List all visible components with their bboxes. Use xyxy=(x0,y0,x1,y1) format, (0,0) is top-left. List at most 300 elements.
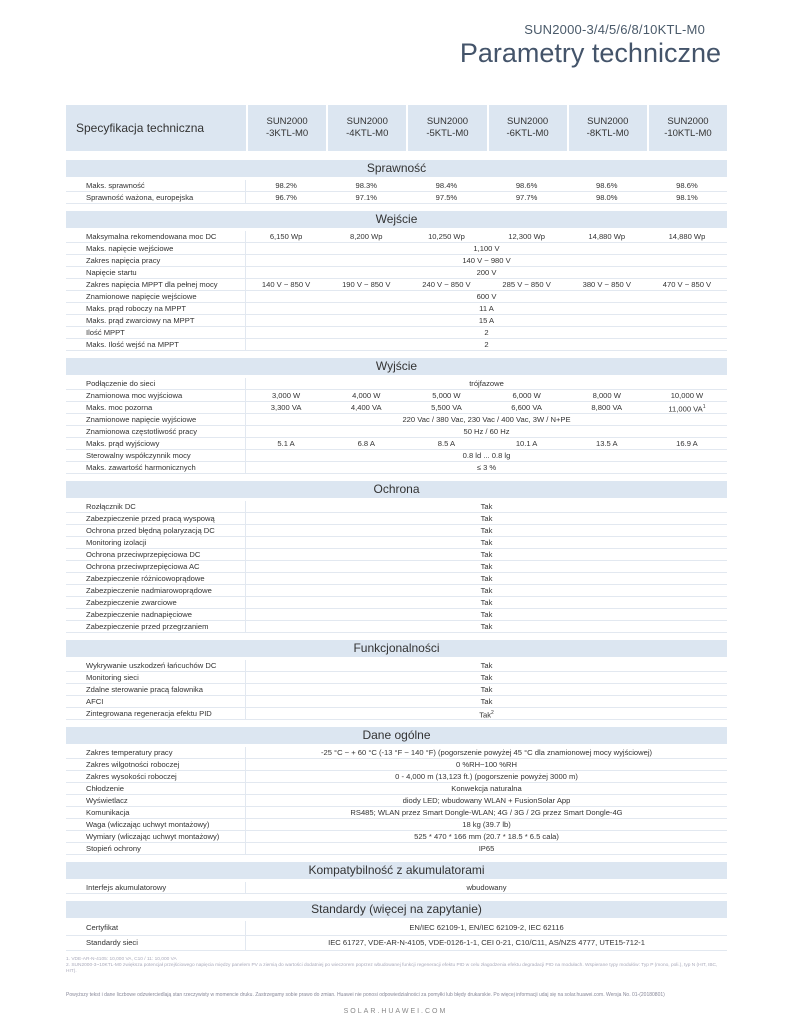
spec-value-text: Tak xyxy=(480,673,493,682)
spec-value xyxy=(326,390,406,401)
spec-row xyxy=(66,426,727,438)
spec-value-text: -25 °C ~ + 60 °C (-13 °F ~ 140 °F) (pogorszenie powyżej 45 °C dla znamionowej mocy wyjściowej) xyxy=(320,748,653,757)
section-gap xyxy=(66,855,727,862)
spec-value xyxy=(406,192,486,203)
spec-value-text: Tak xyxy=(480,622,493,631)
spec-row xyxy=(66,231,727,243)
spec-value-text: 14,880 Wp xyxy=(588,232,626,241)
spec-value-shared xyxy=(246,621,727,632)
spec-value xyxy=(406,231,486,242)
spec-value-text: 220 Vac / 380 Vac, 230 Vac / 400 Vac, 3W / N+PE xyxy=(402,415,571,424)
model-name-line: SUN2000 xyxy=(346,116,388,127)
spec-value-shared xyxy=(246,573,727,584)
spec-value-text: 16.9 A xyxy=(676,439,698,448)
spec-value xyxy=(567,438,647,449)
spec-value-text: 3,000 W xyxy=(271,391,301,400)
spec-value-text: Tak xyxy=(480,661,493,670)
spec-row xyxy=(66,921,727,936)
spec-value xyxy=(567,180,647,191)
section-title: Kompatybilność z akumulatorami xyxy=(66,862,727,879)
spec-value-shared xyxy=(246,561,727,572)
spec-value-text: IP65 xyxy=(478,844,495,853)
spec-row-label: Maks. prąd wyjściowy xyxy=(66,438,246,449)
spec-value-text: IEC 61727, VDE-AR-N-4105, VDE-0126-1-1, CEI 0-21, C10/C11, AS/NZS 4777, UTE15-712-1 xyxy=(328,938,645,947)
website-footer: SOLAR.HUAWEI.COM xyxy=(343,1008,448,1015)
table-header xyxy=(66,105,727,151)
spec-value-text: Tak xyxy=(479,710,492,720)
spec-row-label: Znamionowa częstotliwość pracy xyxy=(66,426,246,437)
spec-value-text: 0 %RH~100 %RH xyxy=(456,760,517,769)
spec-value-text: ≤ 3 % xyxy=(476,463,497,472)
spec-row-label: Ochrona przeciwprzepięciowa DC xyxy=(66,549,246,560)
spec-row-label: Ochrona przeciwprzepięciowa AC xyxy=(66,561,246,572)
spec-value-shared xyxy=(246,267,727,278)
spec-value-shared xyxy=(246,426,727,437)
spec-value-text: 98.6% xyxy=(515,181,538,190)
spec-row xyxy=(66,180,727,192)
spec-value-shared xyxy=(246,597,727,608)
spec-value-shared xyxy=(246,882,727,893)
spec-value-shared xyxy=(246,339,727,350)
spec-row xyxy=(66,771,727,783)
model-name-line: SUN2000 xyxy=(266,116,308,127)
spec-row-label: Maks. prąd zwarciowy na MPPT xyxy=(66,315,246,326)
spec-value xyxy=(246,180,326,191)
spec-value xyxy=(246,231,326,242)
section-title: Sprawność xyxy=(66,160,727,177)
spec-value-text: 5.1 A xyxy=(277,439,295,448)
footnote: 2. SUN2000-3~10KTL-M0 zwiększa potencjał przejściowego napięcia między panelem PV a ziemią do wartości dodatniej po wieczorem poprzez wbudowanej funkcji regeneracji efektu PID w celu złagodzenia efektu degradacji PID na modułach. Wspierane typy modułów: Typ P (mono, poli.), typ N (HIT, IBC, HIT). xyxy=(66,963,718,974)
spec-row-label: Standardy sieci xyxy=(66,936,246,950)
section-title: Wejście xyxy=(66,211,727,228)
section-gap xyxy=(66,633,727,640)
spec-value-text: 98.6% xyxy=(596,181,618,190)
spec-value-text: 1,100 V xyxy=(473,244,500,253)
spec-value-text: 12,300 Wp xyxy=(508,232,545,241)
spec-row xyxy=(66,597,727,609)
spec-row-label: Podłączenie do sieci xyxy=(66,378,246,389)
spec-value xyxy=(567,279,647,290)
spec-value-shared xyxy=(246,549,727,560)
spec-value-text: 4,400 VA xyxy=(350,403,382,412)
spec-value-shared xyxy=(246,291,727,302)
spec-row-label: Zabezpieczenie przed pracą wyspową xyxy=(66,513,246,524)
footnote-marker: 2 xyxy=(491,710,494,716)
model-column-header xyxy=(649,105,727,151)
spec-value-shared xyxy=(246,660,727,671)
spec-row xyxy=(66,759,727,771)
spec-row-label: Rozłącznik DC xyxy=(66,501,246,512)
spec-value xyxy=(487,390,567,401)
spec-row xyxy=(66,501,727,513)
spec-row xyxy=(66,537,727,549)
spec-value-shared xyxy=(246,609,727,620)
spec-value-text: 50 Hz / 60 Hz xyxy=(463,427,510,436)
spec-value-text: 2 xyxy=(484,340,489,349)
spec-row-label: Maks. Ilość wejść na MPPT xyxy=(66,339,246,350)
spec-row xyxy=(66,684,727,696)
spec-value-text: 96.7% xyxy=(275,193,297,202)
spec-value xyxy=(246,279,326,290)
spec-row xyxy=(66,708,727,720)
spec-value-text: 240 V ~ 850 V xyxy=(422,280,471,289)
spec-row-label: Maks. zawartość harmonicznych xyxy=(66,462,246,473)
spec-row-label: Zintegrowana regeneracja efektu PID xyxy=(66,708,246,719)
spec-row xyxy=(66,267,727,279)
spec-value-text: 8,000 W xyxy=(592,391,621,400)
spec-value xyxy=(567,390,647,401)
spec-row xyxy=(66,609,727,621)
spec-row-label: Komunikacja xyxy=(66,807,246,818)
spec-row xyxy=(66,831,727,843)
model-column-header xyxy=(328,105,406,151)
spec-value xyxy=(647,402,727,413)
spec-row-label: Maks. moc pozorna xyxy=(66,402,246,413)
spec-row-label: Znamionowa moc wyjściowa xyxy=(66,390,246,401)
spec-row xyxy=(66,783,727,795)
spec-value-shared xyxy=(246,819,727,830)
spec-value xyxy=(246,192,326,203)
spec-value-text: 15 A xyxy=(478,316,495,325)
spec-value-shared xyxy=(246,414,727,425)
spec-row xyxy=(66,327,727,339)
spec-section xyxy=(66,358,727,481)
spec-row-label: Ochrona przed błędną polaryzacją DC xyxy=(66,525,246,536)
spec-row xyxy=(66,672,727,684)
section-gap xyxy=(66,720,727,727)
spec-value-shared xyxy=(246,327,727,338)
spec-value-text: Tak xyxy=(480,562,493,571)
spec-row-label: Sterowalny współczynnik mocy xyxy=(66,450,246,461)
spec-value-shared xyxy=(246,378,727,389)
spec-value-text: Tak xyxy=(480,586,493,595)
spec-value xyxy=(326,192,406,203)
spec-value-text: 190 V ~ 850 V xyxy=(342,280,391,289)
spec-value-shared xyxy=(246,759,727,770)
spec-value-shared xyxy=(246,255,727,266)
spec-section xyxy=(66,640,727,727)
spec-row-label: Zabezpieczenie nadmiarowoprądowe xyxy=(66,585,246,596)
spec-value-text: 380 V ~ 850 V xyxy=(582,280,631,289)
footnote: 1. VDE-AR-N-4105: 10,000 VA, C10 / 11: 10,000 VA xyxy=(66,957,177,962)
spec-value-shared xyxy=(246,783,727,794)
spec-value-text: 98.6% xyxy=(676,181,698,190)
spec-row xyxy=(66,390,727,402)
footnote-marker: 1 xyxy=(702,404,706,410)
spec-row xyxy=(66,573,727,585)
spec-value-shared xyxy=(246,303,727,314)
spec-row xyxy=(66,936,727,951)
spec-row-label: Zabezpieczenie nadnapięciowe xyxy=(66,609,246,620)
disclaimer: Powyższy tekst i dane liczbowe odzwierciedlają stan rzeczywisty w momencie druku. Zastrzegamy sobie prawo do zmian. Huawei nie ponosi odpowiedzialności za pomyłki lub błędy drukarskie. Po więcej informacji udaj się na solar.huawei.com. Wersja No. 01-(20180801) xyxy=(66,992,665,998)
spec-value-text: 98.2% xyxy=(275,181,297,190)
model-name-line: -4KTL-M0 xyxy=(346,128,389,139)
spec-value-text: 10.1 A xyxy=(515,439,538,448)
spec-value xyxy=(647,192,727,203)
spec-value-shared xyxy=(246,243,727,254)
spec-value-text: 97.5% xyxy=(435,193,458,202)
spec-value xyxy=(647,438,727,449)
spec-row-label: Waga (wliczając uchwyt montażowy) xyxy=(66,819,246,830)
spec-row-label: Maks. prąd roboczy na MPPT xyxy=(66,303,246,314)
spec-row-label: Zabezpieczenie zwarciowe xyxy=(66,597,246,608)
spec-row-label: Maksymalna rekomendowana moc DC xyxy=(66,231,246,242)
footnotes xyxy=(66,957,726,975)
spec-row-label: Zakres wilgotności roboczej xyxy=(66,759,246,770)
spec-row-label: Zakres napięcia MPPT dla pełnej mocy xyxy=(66,279,246,290)
spec-value xyxy=(487,231,567,242)
section-gap xyxy=(66,351,727,358)
spec-row-label: Napięcie startu xyxy=(66,267,246,278)
spec-value-text: Tak xyxy=(480,550,493,559)
spec-value-text: 4,000 W xyxy=(352,391,381,400)
spec-value-text: 13.5 A xyxy=(596,439,618,448)
spec-value-text: 140 V ~ 980 V xyxy=(462,256,511,265)
spec-value-text: diody LED; wbudowany WLAN + FusionSolar App xyxy=(402,796,571,805)
spec-row xyxy=(66,438,727,450)
spec-section xyxy=(66,727,727,862)
spec-row xyxy=(66,462,727,474)
spec-value-shared xyxy=(246,843,727,854)
spec-value-text: 97.1% xyxy=(355,193,378,202)
spec-value xyxy=(246,402,326,413)
spec-row xyxy=(66,402,727,414)
spec-value-text: 10,250 Wp xyxy=(428,232,465,241)
spec-row xyxy=(66,819,727,831)
spec-value-text: 8,200 Wp xyxy=(350,232,383,241)
spec-row-label: Stopień ochrony xyxy=(66,843,246,854)
spec-value-shared xyxy=(246,450,727,461)
spec-row-label: Wymiary (wliczając uchwyt montażowy) xyxy=(66,831,246,842)
spec-value xyxy=(567,402,647,413)
spec-value-shared xyxy=(246,513,727,524)
spec-value-text: 5,500 VA xyxy=(431,403,462,412)
spec-row xyxy=(66,843,727,855)
spec-row-label: Wykrywanie uszkodzeń łańcuchów DC xyxy=(66,660,246,671)
section-gap xyxy=(66,474,727,481)
spec-value-shared xyxy=(246,747,727,758)
spec-value xyxy=(567,192,647,203)
spec-row xyxy=(66,549,727,561)
spec-row xyxy=(66,303,727,315)
spec-value-text: 5,000 W xyxy=(432,391,461,400)
spec-row xyxy=(66,192,727,204)
spec-value-text: Tak xyxy=(480,574,493,583)
spec-value-text: 6,000 W xyxy=(512,391,541,400)
spec-value-text: 98.1% xyxy=(676,193,698,202)
model-range-label: SUN2000-3/4/5/6/8/10KTL-M0 xyxy=(524,22,705,37)
spec-row xyxy=(66,882,727,894)
spec-value xyxy=(487,402,567,413)
spec-value-shared xyxy=(246,585,727,596)
spec-header-label: Specyfikacja techniczna xyxy=(66,105,246,151)
spec-value xyxy=(326,231,406,242)
model-name-line: SUN2000 xyxy=(426,116,469,127)
spec-value-text: 6,150 Wp xyxy=(269,232,303,241)
spec-value-text: Tak xyxy=(480,538,493,547)
spec-value-text: Tak xyxy=(480,514,493,523)
spec-row xyxy=(66,561,727,573)
spec-value xyxy=(326,180,406,191)
spec-value xyxy=(647,231,727,242)
spec-row xyxy=(66,696,727,708)
spec-value-text: 6.8 A xyxy=(357,439,375,448)
spec-value-text: Tak xyxy=(480,610,493,619)
spec-value xyxy=(487,180,567,191)
spec-value-shared xyxy=(246,501,727,512)
spec-value-shared xyxy=(246,807,727,818)
spec-value-shared xyxy=(246,537,727,548)
spec-row-label: Zabezpieczenie przed przegrzaniem xyxy=(66,621,246,632)
spec-value-text: 18 kg (39.7 lb) xyxy=(462,820,511,829)
model-name-line: SUN2000 xyxy=(667,116,709,127)
section-gap xyxy=(66,894,727,901)
page-title: Parametry techniczne xyxy=(459,38,721,68)
spec-value-text: EN/IEC 62109-1, EN/IEC 62109-2, IEC 62116 xyxy=(409,923,564,932)
spec-row xyxy=(66,339,727,351)
spec-value xyxy=(326,402,406,413)
spec-value-text: RS485; WLAN przez Smart Dongle-WLAN; 4G / 3G / 2G przez Smart Dongle-4G xyxy=(350,808,623,817)
model-column-header xyxy=(489,105,567,151)
spec-value-text: Tak xyxy=(480,502,493,511)
spec-row-label: Maks. sprawność xyxy=(66,180,246,191)
spec-value xyxy=(487,438,567,449)
spec-row xyxy=(66,525,727,537)
spec-row-label: Zdalne sterowanie pracą falownika xyxy=(66,684,246,695)
spec-value-shared xyxy=(246,315,727,326)
section-title: Funkcjonalności xyxy=(66,640,727,657)
spec-value-text: 10,000 W xyxy=(670,391,704,400)
section-gap xyxy=(66,204,727,211)
spec-value xyxy=(487,192,567,203)
spec-section xyxy=(66,481,727,640)
spec-value-text: wbudowany xyxy=(466,883,507,892)
spec-row-label: Certyfikat xyxy=(66,921,246,935)
spec-row xyxy=(66,414,727,426)
spec-value xyxy=(406,279,486,290)
spec-section xyxy=(66,160,727,211)
spec-row-label: Wyświetlacz xyxy=(66,795,246,806)
spec-value-text: 600 V xyxy=(476,292,497,301)
spec-value-shared xyxy=(246,684,727,695)
spec-value-text: 98.3% xyxy=(355,181,378,190)
spec-value xyxy=(487,279,567,290)
spec-row xyxy=(66,585,727,597)
spec-row-label: Znamionowe napięcie wejściowe xyxy=(66,291,246,302)
model-name-line: -8KTL-M0 xyxy=(586,128,629,139)
spec-value-shared xyxy=(246,672,727,683)
spec-value-text: Tak xyxy=(480,685,493,694)
spec-value-text: 8.5 A xyxy=(437,439,456,448)
spec-row xyxy=(66,660,727,672)
spec-row xyxy=(66,795,727,807)
spec-value-text: 98.0% xyxy=(596,193,618,202)
spec-value xyxy=(647,180,727,191)
spec-value-text: 0 - 4,000 m (13,123 ft.) (pogorszenie powyżej 3000 m) xyxy=(395,772,578,781)
spec-value-shared xyxy=(246,696,727,707)
spec-row-label: Monitoring izolacji xyxy=(66,537,246,548)
model-column-header xyxy=(248,105,326,151)
section-title: Dane ogólne xyxy=(66,727,727,744)
model-name-line: -10KTL-M0 xyxy=(664,128,712,139)
spec-row-label: Znamionowe napięcie wyjściowe xyxy=(66,414,246,425)
spec-row xyxy=(66,513,727,525)
spec-value-text: 14,880 Wp xyxy=(668,232,706,241)
spec-section xyxy=(66,862,727,901)
spec-value-shared xyxy=(246,462,727,473)
spec-row-label: Zabezpieczenie różnicowoprądowe xyxy=(66,573,246,584)
spec-value-shared xyxy=(246,525,727,536)
spec-value xyxy=(567,231,647,242)
spec-value-text: 470 V ~ 850 V xyxy=(662,280,712,289)
spec-value-text: 6,600 VA xyxy=(511,403,542,412)
spec-value-text: 8,800 VA xyxy=(591,403,623,412)
spec-value-text: Tak xyxy=(480,598,493,607)
spec-row xyxy=(66,807,727,819)
spec-row-label: Maks. napięcie wejściowe xyxy=(66,243,246,254)
spec-value-shared xyxy=(246,708,727,719)
spec-row xyxy=(66,243,727,255)
spec-value-shared xyxy=(246,771,727,782)
spec-row-label: Ilość MPPT xyxy=(66,327,246,338)
spec-row xyxy=(66,315,727,327)
spec-value-text: Tak xyxy=(480,526,493,535)
spec-value-shared xyxy=(246,831,727,842)
spec-row xyxy=(66,747,727,759)
model-name-line: -6KTL-M0 xyxy=(506,128,549,139)
spec-value-shared xyxy=(246,936,727,950)
spec-row-label: Interfejs akumulatorowy xyxy=(66,882,246,893)
spec-value-text: Konwekcja naturalna xyxy=(451,784,522,793)
spec-table xyxy=(66,160,727,958)
spec-row xyxy=(66,255,727,267)
spec-value xyxy=(647,390,727,401)
model-column-header xyxy=(408,105,486,151)
spec-value xyxy=(406,402,486,413)
spec-value-text: 11,000 VA xyxy=(668,404,703,414)
spec-row xyxy=(66,378,727,390)
spec-value-text: 140 V ~ 850 V xyxy=(261,280,311,289)
spec-value-text: Tak xyxy=(480,697,493,706)
spec-value-text: 285 V ~ 850 V xyxy=(502,280,551,289)
spec-row-label: Zakres wysokości roboczej xyxy=(66,771,246,782)
spec-row-label: AFCI xyxy=(66,696,246,707)
spec-row-label: Zakres temperatury pracy xyxy=(66,747,246,758)
spec-value-text: 2 xyxy=(484,328,489,337)
spec-value-text: 11 A xyxy=(479,304,494,313)
model-column-header xyxy=(569,105,647,151)
spec-value xyxy=(406,438,486,449)
spec-value xyxy=(246,390,326,401)
spec-value-text: 97.7% xyxy=(515,193,538,202)
spec-value xyxy=(326,438,406,449)
spec-row xyxy=(66,279,727,291)
section-title: Wyjście xyxy=(66,358,727,375)
spec-row-label: Monitoring sieci xyxy=(66,672,246,683)
spec-value-text: 0.8 ld ... 0.8 lg xyxy=(462,451,511,460)
spec-value xyxy=(406,180,486,191)
spec-value-shared xyxy=(246,795,727,806)
spec-row-label: Chłodzenie xyxy=(66,783,246,794)
spec-value xyxy=(246,438,326,449)
model-name-line: -5KTL-M0 xyxy=(426,128,469,139)
spec-row-label: Zakres napięcia pracy xyxy=(66,255,246,266)
spec-value-text: 98.4% xyxy=(435,181,458,190)
model-name-line: -3KTL-M0 xyxy=(265,128,309,139)
spec-row xyxy=(66,450,727,462)
spec-value xyxy=(406,390,486,401)
spec-value-shared xyxy=(246,921,727,935)
